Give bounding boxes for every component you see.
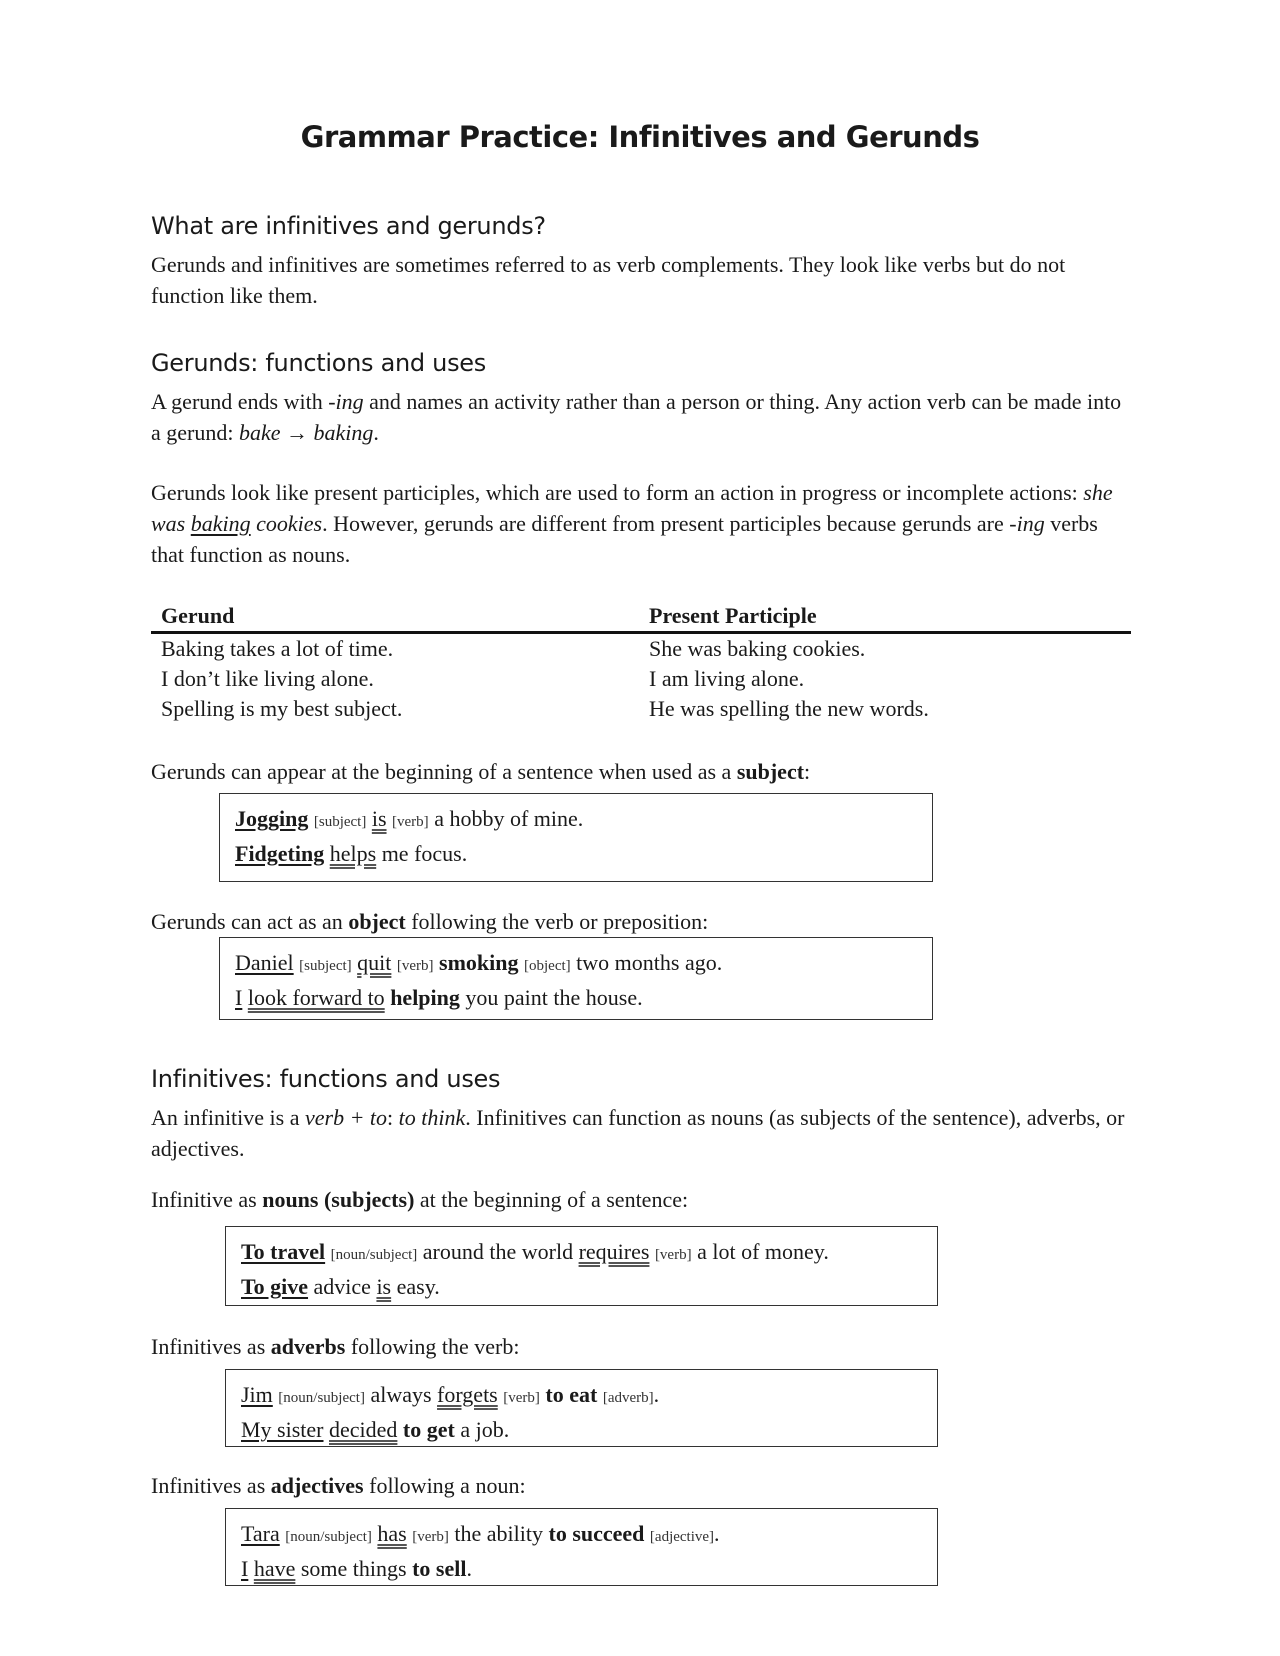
adjectives-intro: Infinitives as adjectives following a noun: <box>151 1473 526 1498</box>
example-line: To travel [noun/subject] around the world requires [verb] a lot of money. <box>241 1239 829 1264</box>
subject-example-box <box>219 793 933 882</box>
heading-what: What are infinitives and gerunds? <box>151 212 546 240</box>
heading-gerunds: Gerunds: functions and uses <box>151 349 486 377</box>
example-line: I look forward to helping you paint the house. <box>235 985 643 1010</box>
gerund-participle-table <box>151 603 1131 724</box>
adverbs-example-box <box>225 1369 938 1447</box>
column-header-gerund: Gerund <box>151 603 639 633</box>
table-header-row <box>151 603 1131 633</box>
adverbs-intro: Infinitives as adverbs following the verb: <box>151 1334 520 1359</box>
table-cell: He was spelling the new words. <box>649 696 929 721</box>
table-cell: Spelling is my best subject. <box>161 696 403 721</box>
example-line: Jim [noun/subject] always forgets [verb] to eat [adverb]. <box>241 1382 660 1407</box>
column-header-present-participle: Present Participle <box>639 603 1131 633</box>
object-example-box <box>219 937 933 1020</box>
table-row <box>151 633 1131 665</box>
infinitive-definition-paragraph: An infinitive is a verb + to: to think. Infinitives can function as nouns (as subjects of the sentence), adverbs, or adjectives. <box>151 1105 1125 1161</box>
example-line: I have some things to sell. <box>241 1556 472 1581</box>
nouns-intro: Infinitive as nouns (subjects) at the beginning of a sentence: <box>151 1187 689 1212</box>
example-line: My sister decided to get a job. <box>241 1417 510 1442</box>
table-row <box>151 664 1131 694</box>
table-cell: I don’t like living alone. <box>161 666 374 691</box>
example-line: Jogging [subject] is [verb] a hobby of mine. <box>235 806 584 831</box>
table-cell: I am living alone. <box>649 666 805 691</box>
arrow-icon: → <box>280 420 314 445</box>
table-row <box>151 694 1131 724</box>
example-line: Tara [noun/subject] has [verb] the ability to succeed [adjective]. <box>241 1521 720 1546</box>
subject-intro: Gerunds can appear at the beginning of a sentence when used as a subject: <box>151 759 811 784</box>
participle-paragraph: Gerunds look like present participles, which are used to form an action in progress or incomplete actions: she was baking cookies. However, gerunds are different from present participles because gerunds are -ing verbs that function as nouns. <box>151 480 1113 567</box>
nouns-example-box <box>225 1226 938 1306</box>
page-title: Grammar Practice: Infinitives and Gerunds <box>300 120 980 154</box>
gerund-definition-paragraph: A gerund ends with -ing and names an activity rather than a person or thing. Any action verb can be made into a gerund: bake → baking. <box>151 389 1122 445</box>
table-cell: Baking takes a lot of time. <box>161 636 394 661</box>
example-line: To give advice is easy. <box>241 1274 440 1299</box>
object-intro: Gerunds can act as an object following the verb or preposition: <box>151 909 709 934</box>
example-line: Daniel [subject] quit [verb] smoking [object] two months ago. <box>235 950 723 975</box>
example-line: Fidgeting helps me focus. <box>235 841 468 866</box>
table-cell: She was baking cookies. <box>649 636 866 661</box>
what-paragraph: Gerunds and infinitives are sometimes referred to as verb complements. They look like verbs but do not function like them. <box>151 252 1066 308</box>
heading-infinitives: Infinitives: functions and uses <box>151 1065 501 1093</box>
adjectives-example-box <box>225 1508 938 1586</box>
